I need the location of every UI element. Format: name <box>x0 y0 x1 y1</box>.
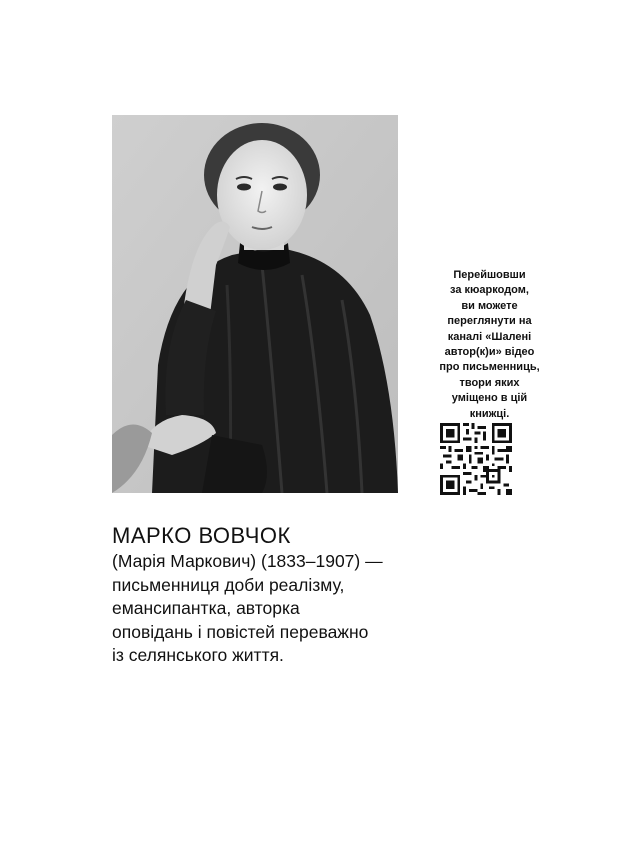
note-line: ви можете <box>461 299 518 312</box>
author-bio <box>112 522 412 668</box>
qr-instruction-note <box>427 268 552 422</box>
author-portrait-photo <box>112 115 398 493</box>
qr-code[interactable] <box>440 423 512 495</box>
bio-line: (Марія Маркович) (1833–1907) — <box>112 551 383 571</box>
portrait-photo-icon <box>112 115 398 493</box>
note-line: твори яких <box>459 376 520 389</box>
note-line: Перейшовши <box>453 269 526 281</box>
note-line: книжці. <box>469 407 510 420</box>
author-description <box>112 550 412 668</box>
author-name: МАРКО ВОВЧОК <box>112 523 291 548</box>
note-line: переглянути на <box>447 315 532 328</box>
note-line: про письменниць, <box>439 361 540 374</box>
bio-line: оповідань і повістей переважно <box>112 621 369 642</box>
note-line: автор(к)и» відео <box>444 346 535 359</box>
bio-line: із селянського життя. <box>112 645 284 665</box>
qr-code-icon <box>440 423 512 495</box>
note-line: уміщено в цій <box>451 392 528 405</box>
bio-line: письменниця доби реалізму, <box>112 574 345 595</box>
note-line: за кюаркодом, <box>450 284 529 297</box>
note-line: каналі «Шалені <box>447 330 532 343</box>
bio-line: емансипантка, авторка <box>112 598 300 618</box>
